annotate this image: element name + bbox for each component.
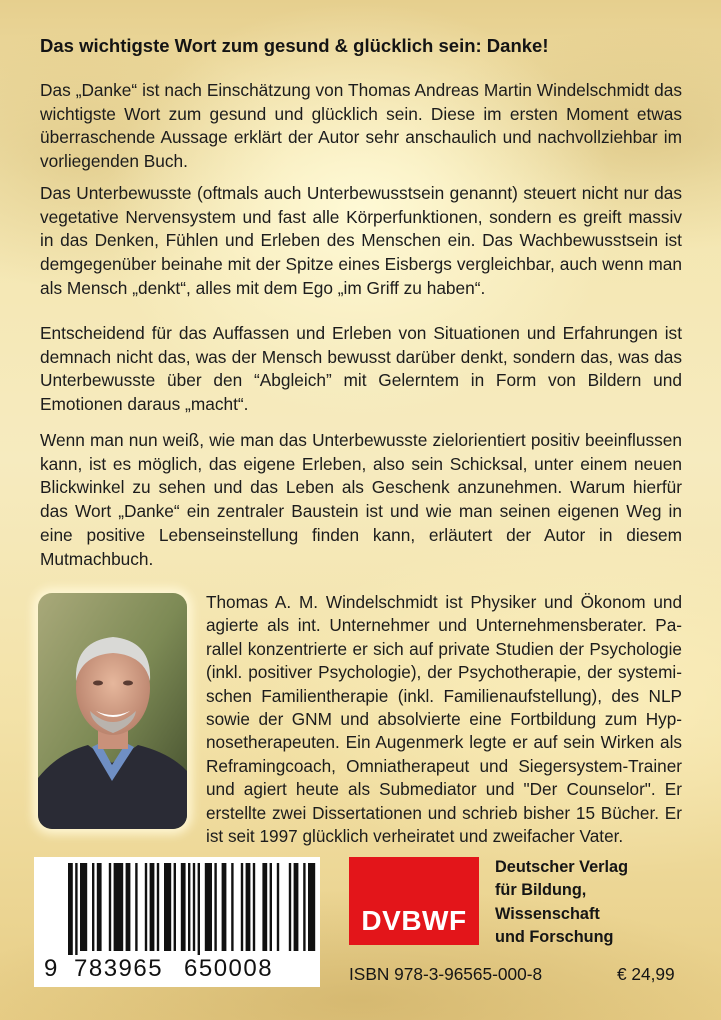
- barcode-bar: [145, 863, 147, 951]
- barcode-bar: [214, 863, 216, 951]
- barcode-bar: [253, 863, 255, 951]
- barcode-lead-digit: 9: [44, 955, 59, 982]
- publisher-logo-text: DVBWF: [361, 905, 467, 936]
- barcode-bar: [289, 863, 291, 951]
- barcode-bar: [109, 863, 111, 951]
- barcode-bar: [294, 863, 299, 951]
- barcode-bar: [277, 863, 279, 951]
- barcode-bar: [241, 863, 243, 951]
- barcode-bar: [174, 863, 176, 951]
- barcode-bar: [270, 863, 272, 951]
- barcode-bar: [303, 863, 305, 951]
- barcode-bar: [135, 863, 137, 951]
- author-photo: [38, 593, 187, 829]
- publisher-name: [495, 856, 628, 950]
- barcode-group-1: 783965: [74, 955, 164, 982]
- book-title: Das wichtigste Wort zum gesund & glücklich sein: Danke!: [40, 35, 549, 56]
- barcode-bar: [308, 863, 315, 951]
- paragraph-intro: Das „Danke“ ist nach Einschätzung von Thomas Andreas Martin Windelschmidt das wichtigste Wort zum gesund und glücklich sein. Diese im ersten Moment etwas überraschende Aussage erklärt der Autor sehr anschaulich und nachvollziehbar im vorliegenden Buch.: [40, 80, 682, 172]
- publisher-logo: [349, 857, 479, 945]
- barcode-bar: [181, 863, 186, 951]
- barcode-bar: [198, 863, 200, 955]
- publisher-name-line: und Forschung: [495, 928, 614, 947]
- barcode-group-2: 650008: [184, 955, 274, 982]
- paragraph-subconscious: Das Unterbewusste (oftmals auch Unterbewusstsein genannt) steuert nicht nur das vegetative Nervensystem und fast alle Körperfunktionen, sondern es greift massiv in das Denken, Fühlen und Erleben des Menschen ein. Das Wachbewusstsein ist demgegenüber beinahe mit der Spitze eines Eisbergs vergleichbar, auch wenn man als Mensch „denkt“, alles mit dem Ego „im Griff zu haben“.: [40, 183, 682, 298]
- publisher-name-line: für Bildung,: [495, 881, 587, 900]
- publisher-name-line: Wissenschaft: [495, 904, 600, 923]
- barcode-bar: [97, 863, 102, 951]
- barcode-bar: [68, 863, 73, 955]
- barcode-bar: [92, 863, 94, 951]
- barcode-bar: [150, 863, 155, 951]
- isbn-barcode: [34, 857, 320, 987]
- barcode-bar: [222, 863, 227, 951]
- barcode-bar: [193, 863, 195, 951]
- paragraph-conclusion: Wenn man nun weiß, wie man das Unterbewusste zielorientiert positiv beeinflussen kann, ist es möglich, das eigene Erleben, also sein Schicksal, unter einem neuen Blickwinkel zu sehen und das Leben als Geschenk anzunehmen. Warum hierfür das Wort „Danke“ ein zentraler Baustein ist und wie man seinen eigenen Weg in eine positive Lebenseinstellung finden kann, erläutert der Autor in diesem Mutmachbuch.: [40, 430, 682, 569]
- publisher-name-line: Deutscher Verlag: [495, 858, 629, 876]
- barcode-bar: [205, 863, 212, 951]
- barcode-bar: [114, 863, 124, 951]
- isbn-text: ISBN 978-3-96565-000-8: [349, 964, 543, 984]
- barcode-bar: [75, 863, 77, 955]
- barcode-bar: [246, 863, 251, 951]
- author-bio: Thomas A. M. Windelschmidt ist Physiker und Ökonom und agierte als int. Unternehmer und Unternehmensberater. Parallel konzentrierte er sich auf private Studien der Psychologie (inkl. positiver Psychologie), der Psychotherapie, der systemischen Familientherapie (inkl. Familienaufstellung), des NLP sowie der GNM und absolvierte eine Fortbildung zum Hypnosetherapeuten. Ein Augenmerk legte er auf sein Wirken als Reframingcoach, Omniatherapeut und Siegersystem-Trainer und agiert heute als Submediator und "Der Counselor". Er erstellte zwei Dissertationen und schrieb bisher 15 Bücher. Er ist seit 1997 glücklich verheiratet und zweifacher Vater.: [206, 592, 682, 847]
- barcode-bar: [126, 863, 131, 951]
- barcode-bar: [164, 863, 171, 951]
- barcode-bar: [188, 863, 190, 951]
- barcode-bar: [262, 863, 267, 951]
- price: € 24,99: [617, 964, 675, 984]
- paragraph-perception: Entscheidend für das Auffassen und Erleben von Situationen und Erfahrungen ist demnach nicht das, was der Mensch bewusst darüber denkt, sondern das, was das Unterbewusste über den “Abgleich” mit Gelerntem in Form von Bildern und Emotionen daraus „macht“.: [40, 323, 682, 415]
- barcode-bar: [157, 863, 159, 951]
- barcode-bar: [231, 863, 233, 951]
- barcode-bar: [80, 863, 87, 951]
